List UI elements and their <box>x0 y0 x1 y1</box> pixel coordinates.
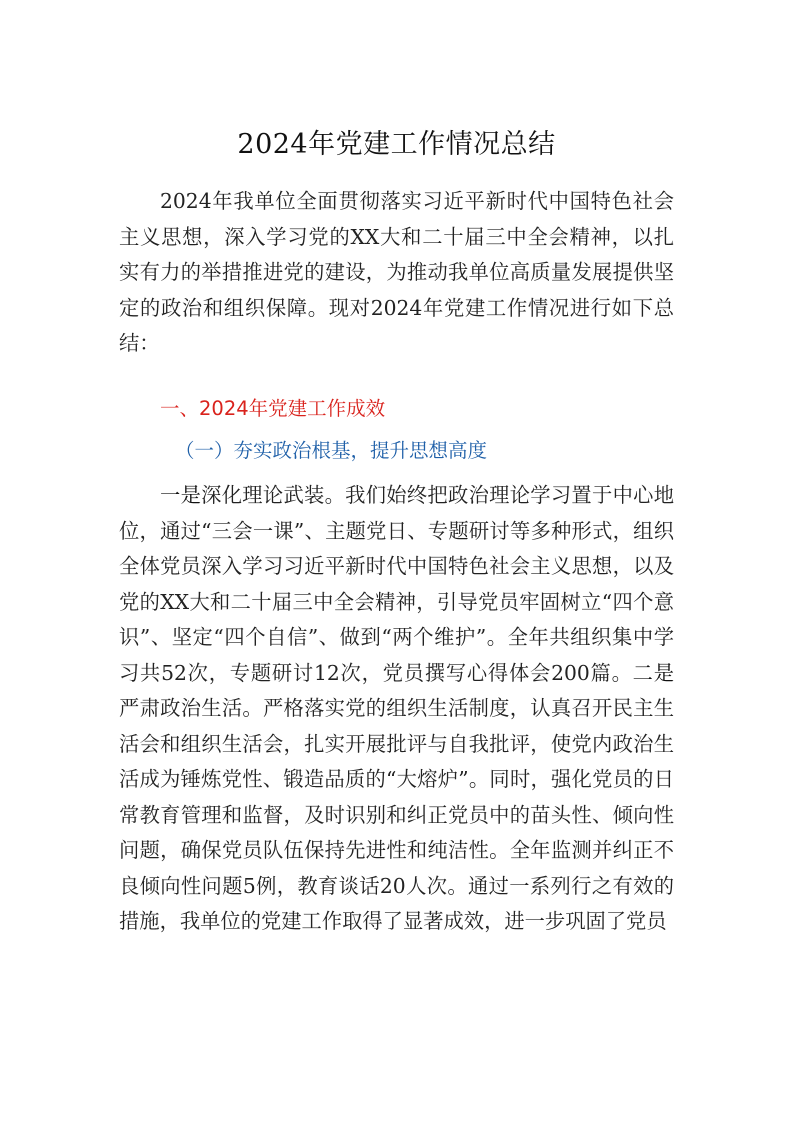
body-paragraph <box>119 478 674 940</box>
lead-phrase-2: 二是 <box>632 660 674 685</box>
document-title: 2024年党建工作情况总结 <box>237 129 556 160</box>
body-text-1: 深化理论武装。我们始终把政治理论学习置于中心地位，通过“三会一课”、主题党日、专题研讨等多种形式，组织全体党员深入学习习近平新时代中国特色社会主义思想，以及党的XX大和二十届三中全会精神，引导党员牢固树立“四个意识”、坚定“四个自信”、做到“两个维护”。全年共组织集中学习共52次，专题研讨12次，党员撰写心得体会200篇。 <box>119 483 674 685</box>
subsection-heading: （一）夯实政治根基，提升思想高度 <box>175 439 488 462</box>
body-text-2: 严肃政治生活。严格落实党的组织生活制度，认真召开民主生活会和组织生活会，扎实开展批评与自我批评，使党内政治生活成为锤炼党性、锻造品质的“大熔炉”。同时，强化党员的日常教育管理和监督，及时识别和纠正党员中的苗头性、倾向性问题，确保党员队伍保持先进性和纯洁性。全年监测并纠正不良倾向性问题5例，教育谈话20人次。通过一系列行之有效的措施，我单位的党建工作取得了显著成效，进一步巩固了党员 <box>119 696 674 933</box>
section-heading: 一、2024年党建工作成效 <box>160 397 386 420</box>
lead-phrase-1: 一是 <box>160 483 202 507</box>
intro-paragraph: 2024年我单位全面贯彻落实习近平新时代中国特色社会主义思想，深入学习党的XX大和二十届三中全会精神，以扎实有力的举措推进党的建设，为推动我单位高质量发展提供坚定的政治和组织保障。现对2024年党建工作情况进行如下总结： <box>119 189 674 355</box>
